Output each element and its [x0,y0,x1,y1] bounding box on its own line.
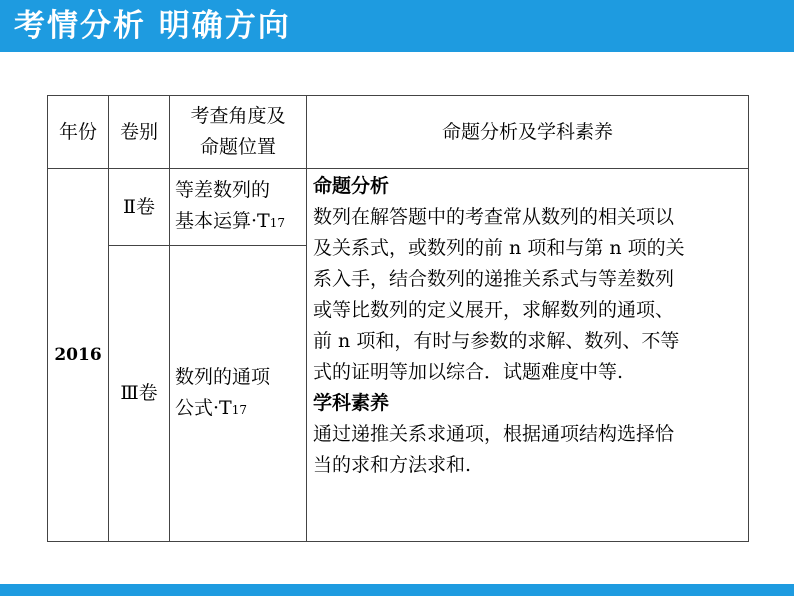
analysis-line: 数列在解答题中的考查常从数列的相关项以 [313,206,675,228]
literacy-line: 通过递推关系求通项，根据通项结构选择恰 [313,423,675,445]
analysis-cell [307,169,749,542]
angle-line1: 数列的通项 [175,365,271,388]
table-row [48,169,749,246]
angle-line2: 基本运算·T17 [175,210,285,232]
angle-cell [170,169,307,246]
analysis-line: 系入手，结合数列的递推关系式与等差数列 [313,268,675,290]
volume-cell: Ⅲ卷 [109,246,170,542]
angle-line1: 等差数列的 [175,179,271,201]
analysis-line: 及关系式，或数列的前 n 项和与第 n 项的关 [313,237,685,259]
header-angle-line2: 命题位置 [199,136,276,158]
volume-cell: Ⅱ卷 [109,169,170,246]
header-volume: 卷别 [109,96,170,169]
literacy-line: 当的求和方法求和. [313,454,472,476]
title-banner [0,0,794,52]
analysis-heading: 命题分析 [313,175,390,197]
analysis-line: 或等比数列的定义展开，求解数列的通项、 [313,299,675,321]
header-analysis: 命题分析及学科素养 [307,96,749,169]
header-angle [170,96,307,169]
header-year: 年份 [48,96,109,169]
bottom-bar [0,584,794,596]
angle-line2: 公式·T17 [175,396,247,419]
angle-cell [170,246,307,542]
page-title: 考情分析 明确方向 [14,8,291,44]
literacy-heading: 学科素养 [313,392,390,414]
year-cell: 2016 [48,169,109,542]
exam-analysis-table [47,95,749,542]
header-angle-line1: 考查角度及 [190,105,286,127]
analysis-line: 式的证明等加以综合．试题难度中等. [313,361,624,383]
analysis-line: 前 n 项和，有时与参数的求解、数列、不等 [313,330,680,352]
table-header-row [48,96,749,169]
